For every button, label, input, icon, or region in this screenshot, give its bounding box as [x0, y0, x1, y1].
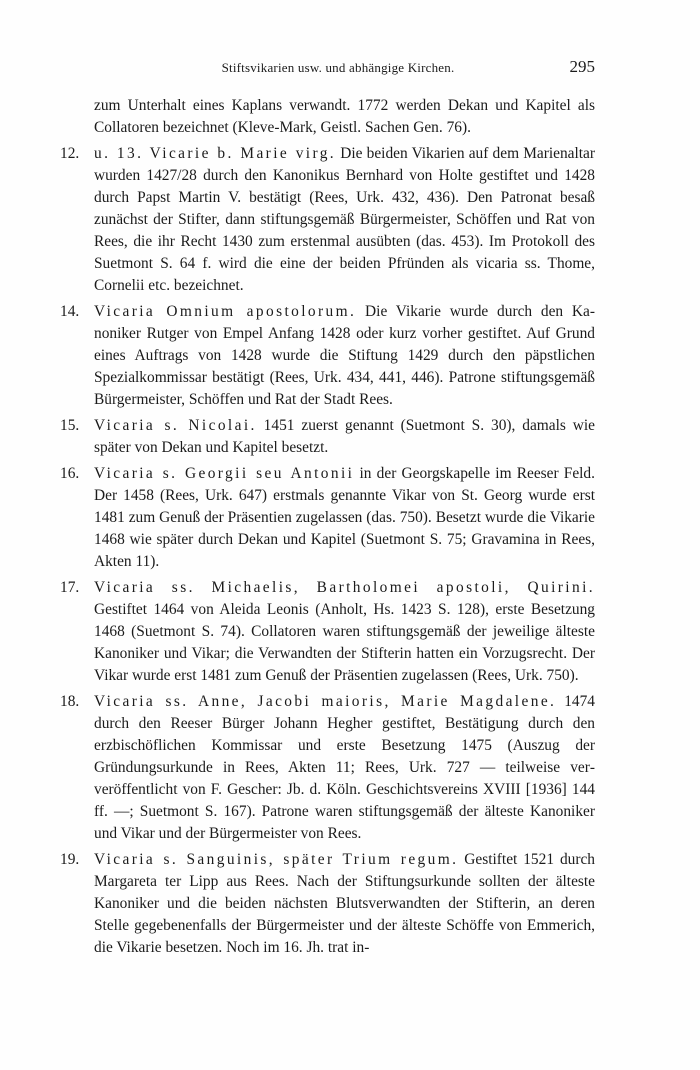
entry-18	[60, 691, 595, 845]
entry-text: in der Georgskapelle im Reeser Feld. Der 1458 (Rees, Urk. 647) erstmals genannte Vikar von St. Georg wurde erst 1481 zum Genuß der Präsentien zugelassen (das. 750). Besetzt wurde die Vikarie 1468 wie später durch Dekan und Kapitel (Suetmont S. 75; Gravamina in Rees, Akten 11).	[94, 465, 595, 570]
entry-text: 1474 durch den Reeser Bürger Johann Hegher gestiftet, Bestätigung durch den erzbischöflichen Kommissar und erste Besetzung 1475 (Auszug der Gründungsurkunde in Rees, Akten 11; Rees, Urk. 727 — teilweise ververöffentlicht von F. Gescher: Jb. d. Köln. Geschichtsvereins XVIII [1936] 144 ff. —; Suetmont S. 167). Patrone waren stiftungsgemäß der älteste Kanoniker und Vikar und der Bürgermeister von Rees.	[94, 693, 595, 842]
entry-number: 18.	[60, 693, 80, 710]
running-head: Stiftsvikarien usw. und abhängige Kirchen.	[221, 60, 455, 75]
entry-number: 17.	[60, 579, 80, 596]
entry-title: Vicaria Omnium apostolorum.	[94, 303, 357, 320]
entry-number: 14.	[60, 303, 80, 320]
entry-number: 16.	[60, 465, 80, 482]
entry-title: Vicaria s. Nicolai.	[94, 417, 257, 434]
page-number: 295	[569, 57, 595, 76]
entry-12	[60, 143, 595, 297]
entry-16	[60, 463, 595, 573]
entry-14	[60, 301, 595, 411]
entry-19	[60, 849, 595, 959]
entry-title: u. 13. Vicarie b. Marie virg.	[94, 145, 337, 162]
entry-text: Gestiftet 1464 von Aleida Leonis (Anholt, Hs. 1423 S. 128), erste Besetzung 1468 (Suetmont S. 74). Collatoren waren stiftungsgemäß der jeweilige älteste Kanoniker und Vikar; die Verwandten der Stifterin hatten ein Vorzugsrecht. Der Vikar wurde erst 1481 zum Genuß der Präsentien zugelassen (Rees, Urk. 750).	[94, 601, 595, 684]
entry-text: Die beiden Vikarien auf dem Marienaltar wurden 1427/28 durch den Kanonikus Bernhard von Holte gestiftet und 1428 durch Papst Martin V. bestätigt (Rees, Urk. 432, 436). Den Patronat besaß zunächst der Stifter, dann stiftungsgemäß Bürgermeister, Schöffen und Rat von Rees, die ihr Recht 1430 zum erstenmal ausübten (das. 453). Im Protokoll des Suetmont S. 64 f. wird die eine der beiden Pfründen als vicaria ss. Thome, Cornelii etc. bezeichnet.	[94, 145, 596, 294]
entry-text: Die Vikarie wurde durch den Kanoniker Rutger von Empel Anfang 1428 oder kurz vorher gestiftet. Auf Grund eines Auftrags von 1428 wurde die Stiftung 1429 durch den päpstlichen Spezialkommissar bestätigt (Rees, Urk. 434, 441, 446). Patrone stiftungsgemäß Bürgermeister, Schöffen und Rat der Stadt Rees.	[94, 303, 595, 408]
continuation-text: zum Unterhalt eines Kaplans verwandt. 1772 werden Dekan und Kapitel als Collatoren bezeichnet (Kleve-Mark, Geistl. Sachen Gen. 76).	[94, 97, 595, 136]
entry-number: 12.	[60, 145, 80, 162]
entry-text: Gestiftet 1521 durch Margareta ter Lipp aus Rees. Nach der Stiftungsurkunde sollten der älteste Kanoniker und die beiden nächsten Blutsverwandten der Stifterin, an deren Stelle gegebenenfalls der Bürgermeister und der älteste Schöffe von Emmerich, die Vikarie besetzen. Noch im 16. Jh. trat in-	[94, 851, 595, 956]
entry-title: Vicaria ss. Anne, Jacobi maioris, Marie Magdalene.	[94, 693, 557, 710]
entry-title: Vicaria s. Georgii seu Antonii	[94, 465, 355, 482]
body-text	[60, 95, 595, 963]
entry-17	[60, 577, 595, 687]
continuation-paragraph	[60, 95, 595, 139]
entry-text: 1451 zuerst genannt (Suetmont S. 30), damals wie später von Dekan und Kapitel besetzt.	[94, 417, 595, 456]
entry-title: Vicaria ss. Michaelis, Bartholomei apostoli, Quirini.	[94, 579, 595, 596]
page-header	[81, 57, 595, 82]
entry-15	[60, 415, 595, 459]
entry-number: 19.	[60, 851, 80, 868]
entry-title: Vicaria s. Sanguinis, später Trium regum.	[94, 851, 459, 868]
entry-number: 15.	[60, 417, 80, 434]
